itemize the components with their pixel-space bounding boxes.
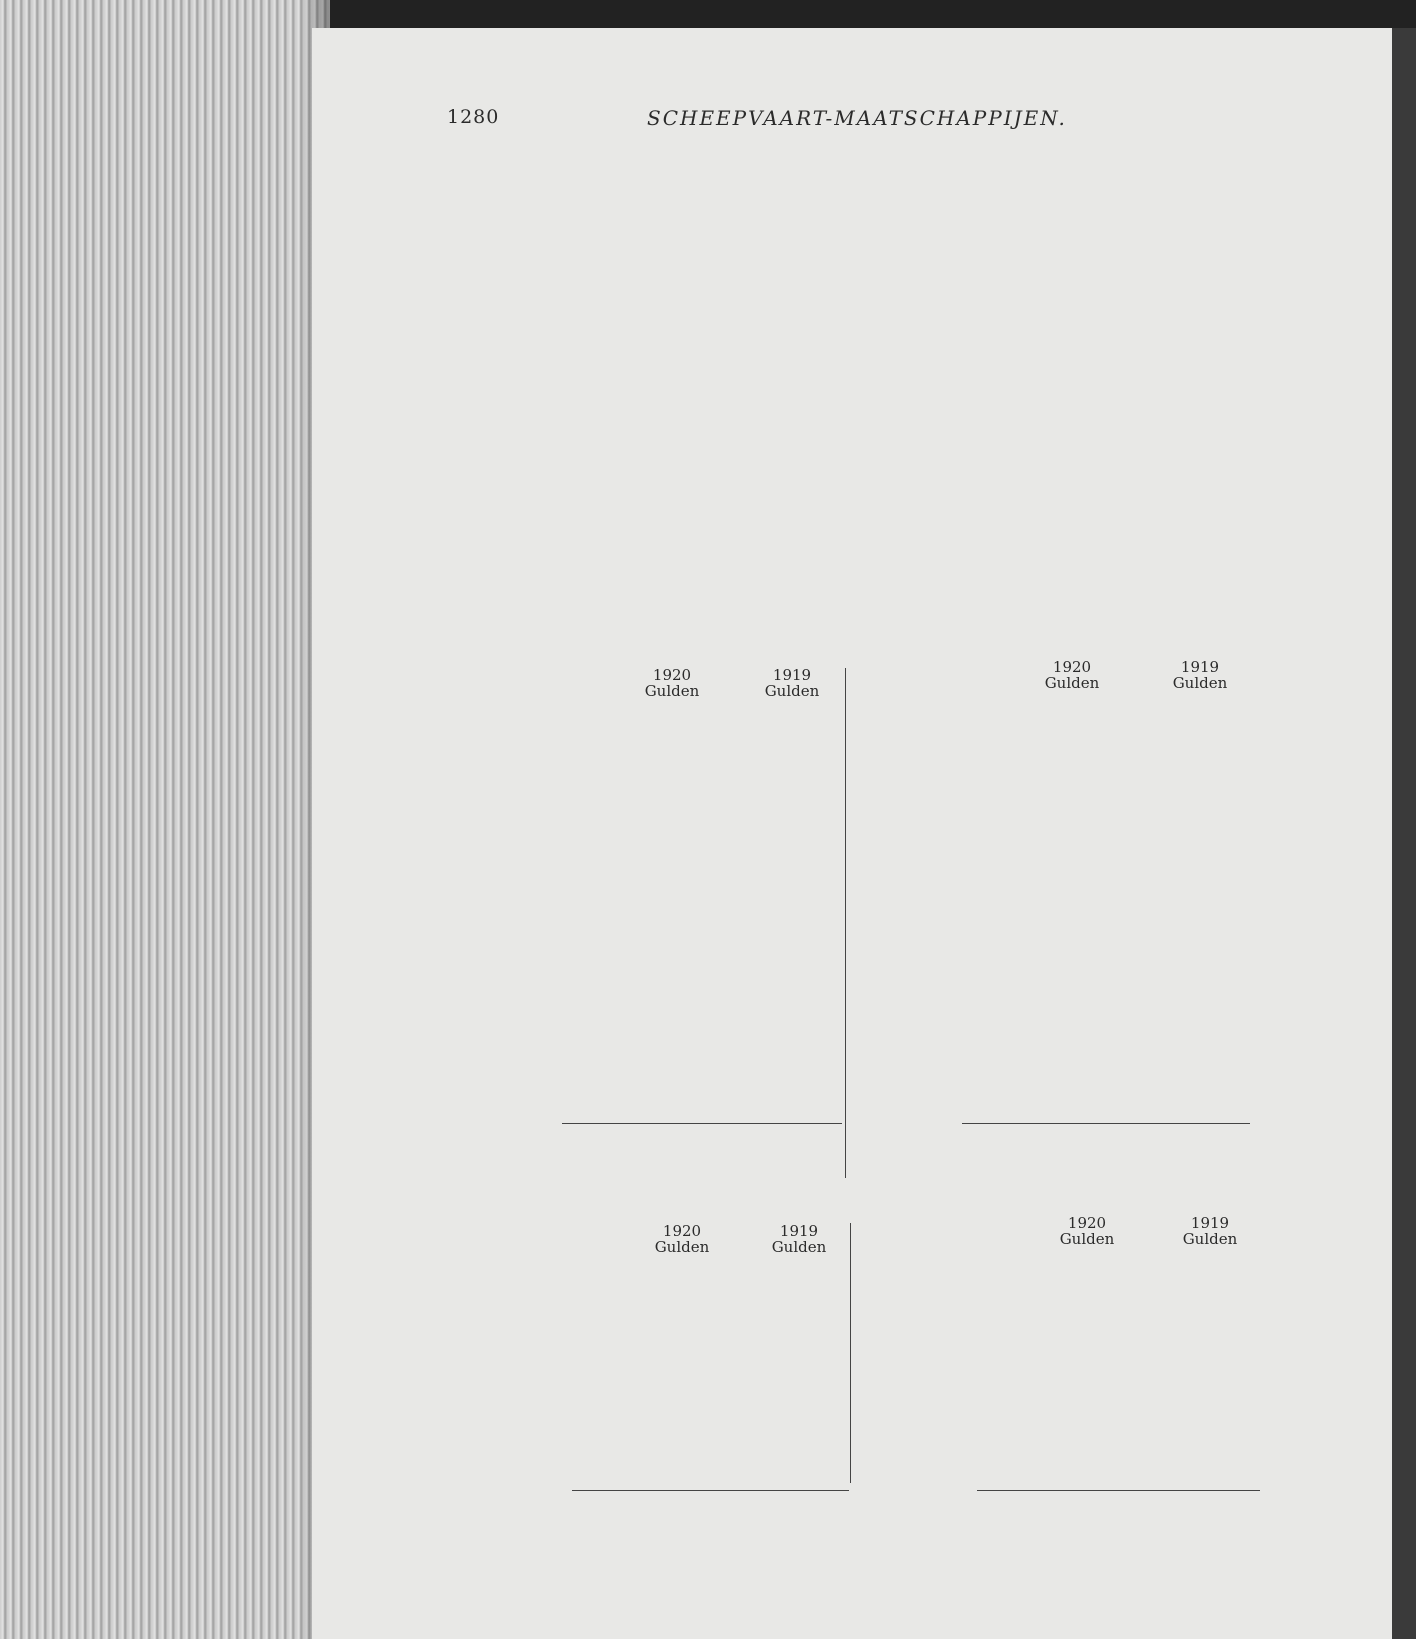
left-total-rule bbox=[562, 1123, 842, 1124]
left-total-rule bbox=[572, 1490, 849, 1491]
right-unit-a: Gulden bbox=[1044, 674, 1100, 692]
book-page-edges bbox=[0, 0, 330, 1639]
left-year-a: 1920 bbox=[652, 666, 692, 684]
right-year-b: 1919 bbox=[1190, 1214, 1230, 1232]
column-divider bbox=[850, 1223, 851, 1483]
left-unit-b: Gulden bbox=[771, 1238, 827, 1256]
page-number: 1280 bbox=[447, 106, 500, 128]
right-year-b: 1919 bbox=[1180, 658, 1220, 676]
left-unit-a: Gulden bbox=[654, 1238, 710, 1256]
right-year-a: 1920 bbox=[1052, 658, 1092, 676]
right-total-rule bbox=[977, 1490, 1260, 1491]
left-year-a: 1920 bbox=[662, 1222, 702, 1240]
right-unit-a: Gulden bbox=[1059, 1230, 1115, 1248]
column-divider bbox=[845, 668, 846, 1178]
book-page bbox=[312, 28, 1392, 1639]
right-total-rule bbox=[962, 1123, 1250, 1124]
left-unit-a: Gulden bbox=[644, 682, 700, 700]
left-year-b: 1919 bbox=[772, 666, 812, 684]
running-head: SCHEEPVAART-MAATSCHAPPIJEN. bbox=[647, 106, 1067, 130]
left-unit-b: Gulden bbox=[764, 682, 820, 700]
right-unit-b: Gulden bbox=[1172, 674, 1228, 692]
right-unit-b: Gulden bbox=[1182, 1230, 1238, 1248]
right-year-a: 1920 bbox=[1067, 1214, 1107, 1232]
left-year-b: 1919 bbox=[779, 1222, 819, 1240]
